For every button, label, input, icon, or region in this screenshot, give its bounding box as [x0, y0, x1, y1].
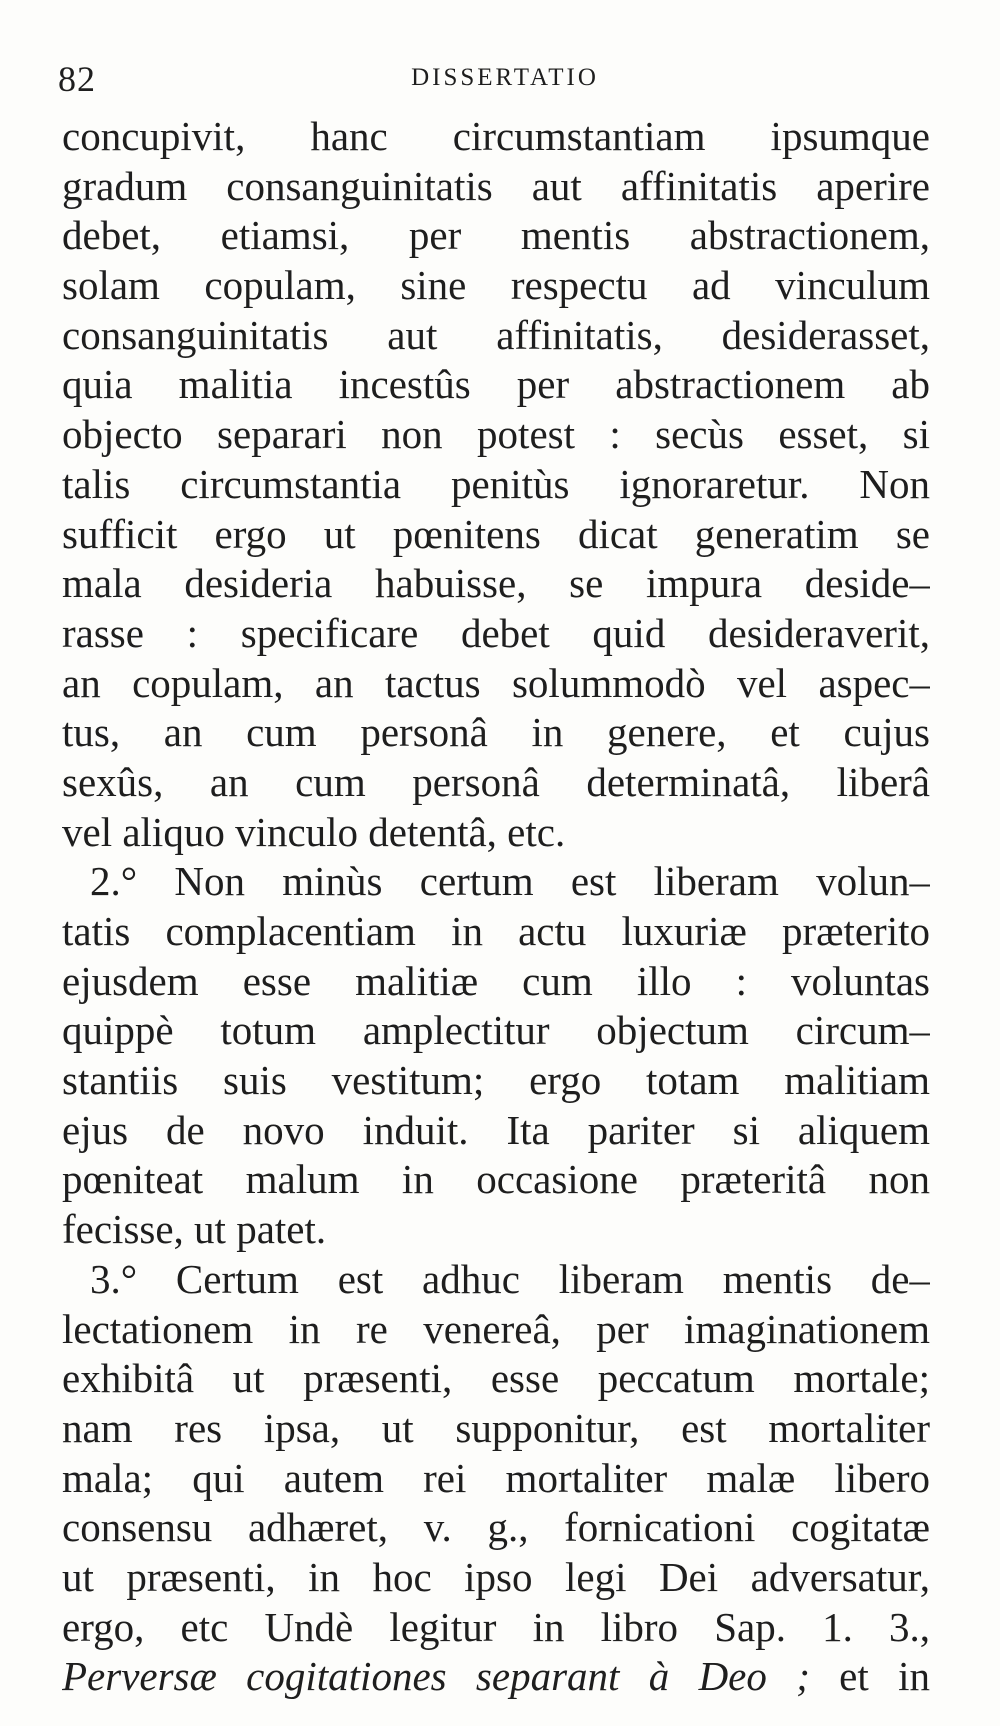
text-line: rasse : specificare debet quid desideraverit, [62, 609, 930, 656]
text-line: nam res ipsa, ut supponitur, est mortaliter [62, 1404, 930, 1451]
page-number: 82 [58, 59, 96, 99]
text-line: ejusdem esse malitiæ cum illo : voluntas [62, 957, 930, 1004]
text-line: pœniteat malum in occasione præteritâ non [62, 1156, 930, 1203]
text-line: 3.° Certum est adhuc liberam mentis de– [90, 1255, 930, 1302]
quotation-italic: Perversæ cogitationes separant à Deo ; [62, 1653, 810, 1700]
text-line: gradum consanguinitatis aut affinitatis aperire [62, 162, 930, 209]
text-line: quippè totum amplectitur objectum circum– [62, 1007, 930, 1054]
text-line: solam copulam, sine respectu ad vinculum [62, 262, 930, 309]
text-line: mala; qui autem rei mortaliter malæ libero [62, 1454, 930, 1501]
text-line: sexûs, an cum personâ determinatâ, liberâ [62, 758, 930, 805]
running-head: DISSERTATIO [411, 64, 599, 91]
text-line: vel aliquo vinculo detentâ, etc. [62, 808, 566, 855]
text-line: exhibitâ ut præsenti, esse peccatum mortale; [62, 1355, 930, 1402]
text-line: debet, etiamsi, per mentis abstractionem, [62, 212, 930, 259]
quotation-continuation: et in [809, 1653, 930, 1700]
text-line-final [62, 1652, 930, 1702]
text-line: sufficit ergo ut pœnitens dicat generatim se [62, 510, 930, 557]
text-line: consanguinitatis aut affinitatis, desiderasset, [62, 311, 930, 358]
text-line: talis circumstantia penitùs ignoraretur. Non [62, 460, 930, 507]
text-line: objecto separari non potest : secùs esset, si [62, 411, 930, 458]
text-line: tatis complacentiam in actu luxuriæ præterito [62, 908, 930, 954]
text-line: tus, an cum personâ in genere, et cujus [62, 709, 930, 756]
text-line: concupivit, hanc circumstantiam ipsumque [62, 113, 930, 159]
text-line: mala desideria habuisse, se impura deside– [62, 560, 930, 607]
text-line: 2.° Non minùs certum est liberam volun– [90, 858, 930, 905]
text-line: ejus de novo induit. Ita pariter si aliquem [62, 1106, 930, 1153]
text-line: ergo, etc Undè legitur in libro Sap. 1. 3., [62, 1603, 930, 1650]
body-text [62, 112, 930, 1702]
text-line: quia malitia incestûs per abstractionem ab [62, 361, 930, 408]
text-line: stantiis suis vestitum; ergo totam malitiam [62, 1057, 930, 1104]
text-line: lectationem in re venereâ, per imaginationem [62, 1305, 930, 1352]
text-line: ut præsenti, in hoc ipso legi Dei adversatur, [62, 1553, 930, 1600]
text-line: an copulam, an tactus solummodò vel aspec– [62, 659, 930, 706]
text-line: consensu adhæret, v. g., fornicationi cogitatæ [62, 1504, 930, 1551]
text-line: fecisse, ut patet. [62, 1206, 327, 1253]
